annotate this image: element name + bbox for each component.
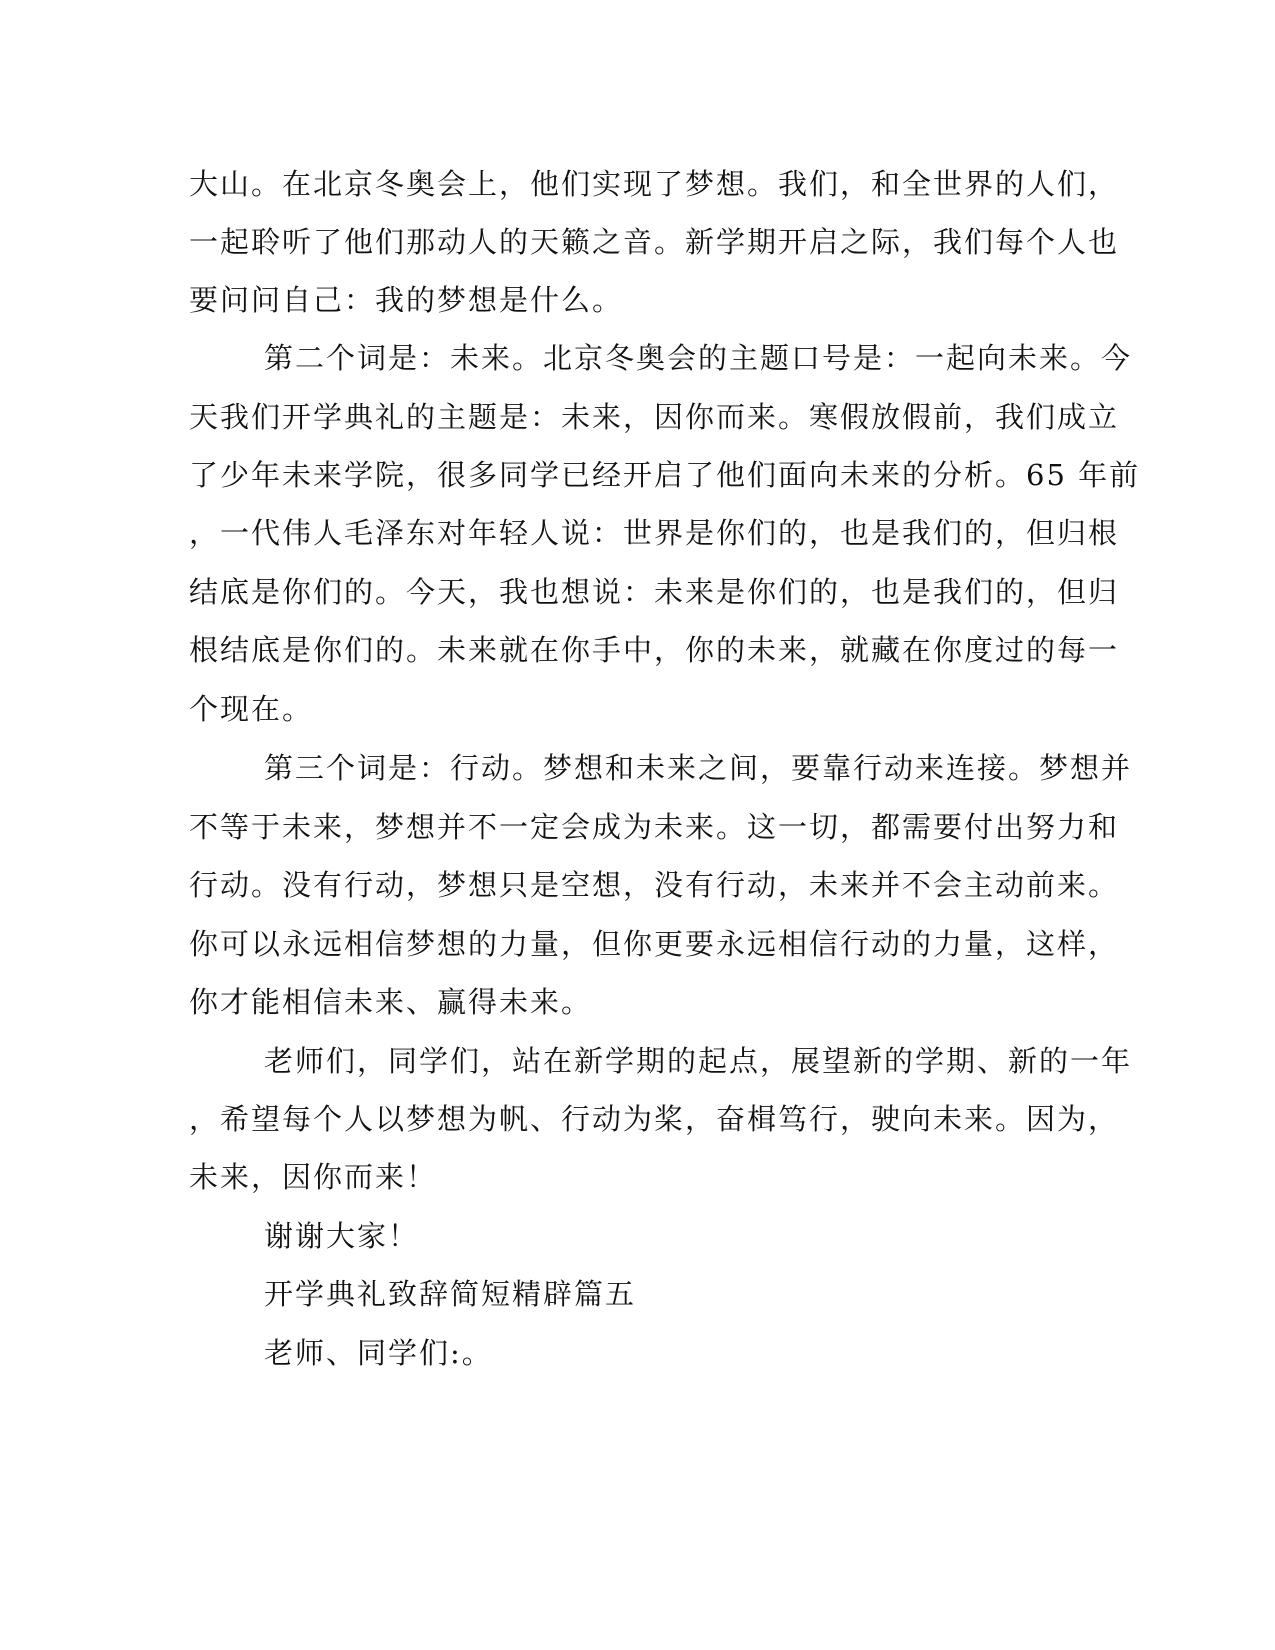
text-line: 要问问自己：我的梦想是什么。 — [189, 283, 624, 317]
text-line: 大山。在北京冬奥会上，他们实现了梦想。我们，和全世界的人们， — [189, 167, 1120, 201]
salutation-line: 老师、同学们:。 — [264, 1336, 493, 1370]
text-line: 未来，因你而来！ — [189, 1160, 438, 1194]
text-line: 个现在。 — [189, 692, 314, 726]
text-line: 一起聆听了他们那动人的天籁之音。新学期开启之际，我们每个人也 — [189, 225, 1120, 259]
text-line: 行动。没有行动，梦想只是空想，没有行动，未来并不会主动前来。 — [189, 868, 1120, 902]
text-line: 根结底是你们的。未来就在你手中，你的未来，就藏在你度过的每一 — [189, 633, 1120, 667]
text-line: 你才能相信未来、赢得未来。 — [189, 985, 593, 1019]
text-line: ，一代伟人毛泽东对年轻人说：世界是你们的，也是我们的，但归根 — [189, 516, 1120, 550]
section-heading: 开学典礼致辞简短精辟篇五 — [264, 1277, 637, 1311]
text-line: 了少年未来学院，很多同学已经开启了他们面向未来的分析。65 年前 — [189, 458, 1141, 492]
closing-line: 谢谢大家！ — [264, 1219, 420, 1253]
text-line: 天我们开学典礼的主题是：未来，因你而来。寒假放假前，我们成立 — [189, 400, 1120, 434]
paragraph-start-line: 老师们，同学们，站在新学期的起点，展望新的学期、新的一年 — [264, 1044, 1133, 1078]
text-line: 结底是你们的。今天，我也想说：未来是你们的，也是我们的，但归 — [189, 575, 1120, 609]
text-line: 你可以永远相信梦想的力量，但你更要永远相信行动的力量，这样， — [189, 927, 1120, 961]
paragraph-start-line: 第三个词是：行动。梦想和未来之间，要靠行动来连接。梦想并 — [264, 751, 1133, 785]
paragraph-start-line: 第二个词是：未来。北京冬奥会的主题口号是：一起向未来。今 — [264, 341, 1133, 375]
text-line: 不等于未来，梦想并不一定会成为未来。这一切，都需要付出努力和 — [189, 810, 1120, 844]
text-line: ，希望每个人以梦想为帆、行动为桨，奋楫笃行，驶向未来。因为， — [189, 1102, 1120, 1136]
